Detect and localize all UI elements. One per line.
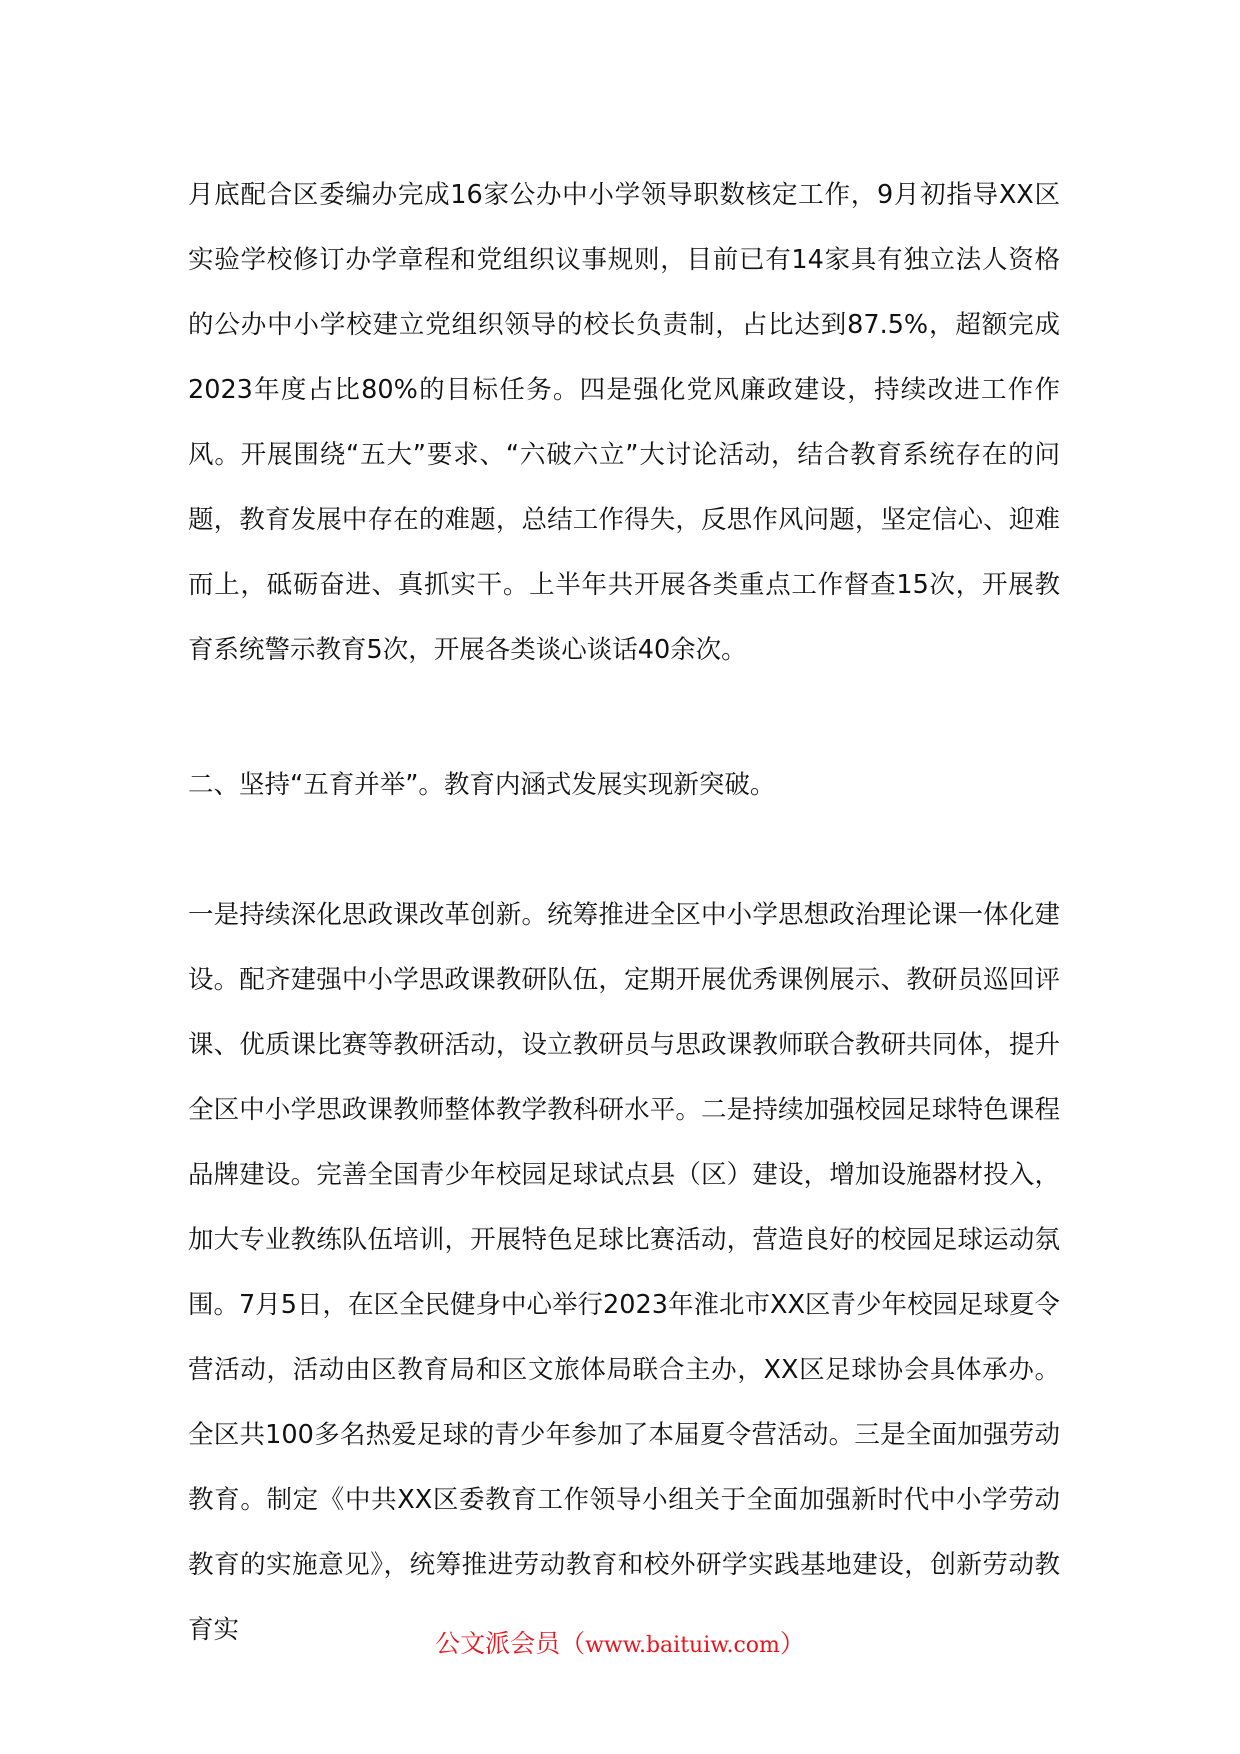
body-paragraph: 月底配合区委编办完成16家公办中小学领导职数核定工作，9月初指导XX区实验学校修订办学章程和党组织议事规则，目前已有14家具有独立法人资格的公办中小学校建立党组织领导的校长负责制，占比达到87.5%，超额完成2023年度占比80%的目标任务。四是强化党风廉政建设，持续改进工作作风。开展围绕“五大”要求、“六破六立”大讨论活动，结合教育系统存在的问题，教育发展中存在的难题，总结工作得失，反思作风问题，坚定信心、迎难而上，砥砺奋进、真抓实干。上半年共开展各类重点工作督查15次，开展教育系统警示教育5次，开展各类谈心谈话40余次。 (188, 180, 1060, 665)
footer-url-link[interactable]: www.baituiw.com (585, 1633, 780, 1658)
footer-label: 公文派会员（ (435, 1629, 586, 1658)
footer-close-paren: ） (779, 1629, 805, 1658)
body-paragraph: 一是持续深化思政课改革创新。统筹推进全区中小学思想政治理论课一体化建设。配齐建强中小学思政课教研队伍，定期开展优秀课例展示、教研员巡回评课、优质课比赛等教研活动，设立教研员与思政课教师联合教研共同体，提升全区中小学思政课教师整体教学教科研水平。二是持续加强校园足球特色课程品牌建设。完善全国青少年校园足球试点县（区）建设，增加设施器材投入，加大专业教练队伍培训，开展特色足球比赛活动，营造良好的校园足球运动氛围。7月5日，在区全民健身中心举行2023年淮北市XX区青少年校园足球夏令营活动，活动由区教育局和区文旅体局联合主办，XX区足球协会具体承办。全区共100多名热爱足球的青少年参加了本届夏令营活动。三是全面加强劳动教育。制定《中共XX区委教育工作领导小组关于全面加强新时代中小学劳动教育的实施意见》，统筹推进劳动教育和校外研学实践基地建设，创新劳动教育实 (188, 900, 1060, 1645)
footer-watermark (0, 1624, 1240, 1666)
section-heading: 二、坚持“五育并举”。教育内涵式发展实现新突破。 (188, 770, 776, 800)
